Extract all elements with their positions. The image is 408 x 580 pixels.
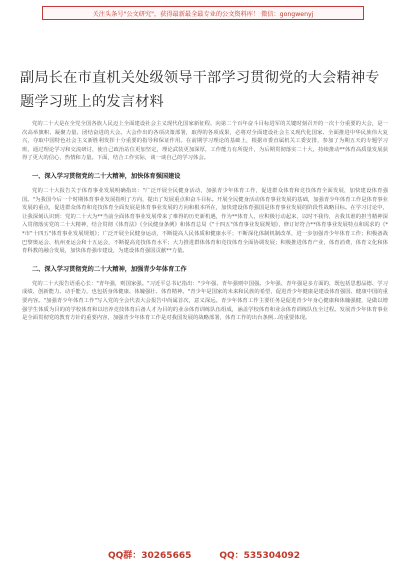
document-title: 副局长在市直机关处级领导干部学习贯彻党的大会精神专题学习班上的发言材料 xyxy=(20,70,380,110)
footer-qq-1: QQ群：30265665 xyxy=(107,551,192,561)
section-1-paragraph: 党的二十大报告关于体育事业发展明确指出："广泛开展全民健身活动，加强青少年体育工作，促进群众体育和竞技体育全面发展，加快建设体育强国。"为我国今后一个时期体育事业发展指明了方向，提出了发展重点和奋斗目标。开展全民健身活动体育事业发展的基础，加强青少年体育工作是体育事业发展的重点，促进群众体育和竞技体育全面发展是体育事业发展的方向和根本所在，加快建设体育强国是体育事业发展的阶段性战略目标。在学习讨论中，让我深刻认识到：党的二十大为**当前全面体育事业发展带来了难得的历史新机遇，作为**体育人，应积极行动起来，以时不我待，舍我其谁的担当精神深入贯彻落实党的二十大精神，结合贯彻《体育法》《全民健身条例》和体育总局《"十四五"体育事业发展规划》，修订好符合**体育事业发展特点和需求的《**市"十四五"体育事业发展规划》；广泛开展全民健身运动，不断提高人民体质和健康水平；不断深化体制机制改革，进一步加强青少年体育工作；积极备战巴黎奥运会、杭州亚运会和十五运会，不断提高竞技体育水平；大力推进群体体育和竞技体育全面协调发展；积极推进体育产业，体育消费，体育文化和体育科教的融合发展，加快体育强市建设，为建设体育强国贡献**力量。 xyxy=(22,187,388,255)
document-body xyxy=(22,120,388,323)
footer xyxy=(0,548,408,561)
section-heading-2: 二、深入学习贯彻党的二十大精神，加强青少年体育工作 xyxy=(32,265,187,273)
intro-paragraph: 党的二十大是在全党全国各族人民迈上全面建设社会主义现代化国家新征程、向第二个百年奋斗目标进军的关键时刻召开的一次十分重要的大会，是一次高举旗帜、凝聚力量、团结奋进的大会。大会作出的各项决策部署，取得的各项成果，必将对全面建设社会主义现代化国家、全面推进中华民族伟大复兴，夺取中国特色社会主义新胜利发挥十分重要的指导和保证作用。在前期学习理论的基础上，根据市委直属机关工委安排，参加了为期五天的专题学习班，通过理论学习和交流研讨，使自己政治站位更加坚定，理论武装更加深厚，工作能力有所提升，为后期贯彻落实二十大，持续推动**体育高质量发展获得了更大的信心，热情和力量。下面，结合工作实际，谈一谈自己的学习体会。 xyxy=(22,121,388,162)
footer-qq-2: QQ：535304092 xyxy=(219,551,301,561)
banner-text: 关注头条号"公文研究"，获得最新最全最专业的公文资料库！ 微信：gongwenyj xyxy=(92,10,314,18)
section-heading-1: 一、深入学习贯彻党的二十大精神，加快体育强国建设 xyxy=(32,172,181,180)
top-banner xyxy=(42,6,364,20)
section-2-paragraph: 党的二十大报告语重心长："青年强，则国家强。"习近平总书记指出："少年强、青年强则中国强。少年强、青年强是多方面的，既包括思想品德、学习成绩、创新能力、动手能力，也包括身体健康、体魄强壮、体育精神。"青少年是国家的未来和民族的希望，促进青少年健康是建设体育强国、健康中国的重要内容。"加强青少年体育工作"写入党的全会代表大会报告中尚属首次，意义深远。青少年体育工作主要任务是促进青少年身心健康和体魄强健，是做以增强学生体质为目的的学校体育和以培养竞技体育后备人才为目的的业余体育训练队伍组成，涵盖学校体育和业余体育训练队伍全过程。发展青少年体育事业是全面贯彻党的教育方针的重要内容，加强青少年体育工作是对我国发展的战略部署，体育工作的出台条例...的重要体现。 xyxy=(22,280,388,322)
